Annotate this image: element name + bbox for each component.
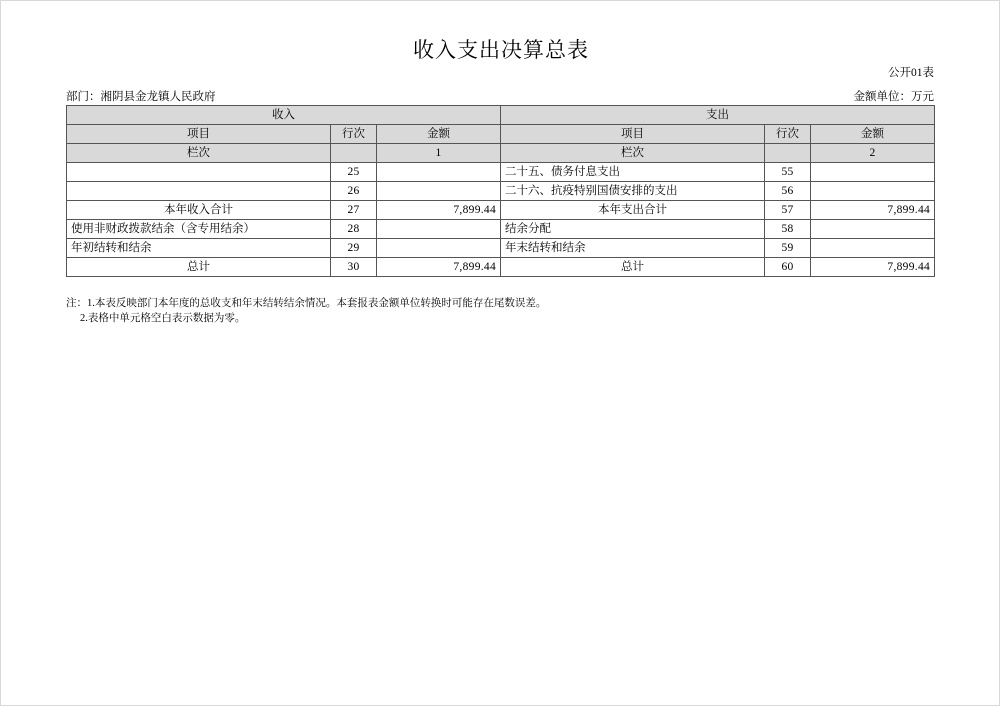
left-amount <box>377 163 501 182</box>
department-line: 部门：湘阴县金龙镇人民政府 <box>66 91 216 103</box>
right-amount <box>811 182 935 201</box>
left-amount <box>377 182 501 201</box>
left-row-no: 26 <box>331 182 377 201</box>
table-row <box>67 258 935 277</box>
right-amount: 7,899.44 <box>811 201 935 220</box>
table-row <box>67 239 935 258</box>
amount-unit-line: 金额单位：万元 <box>853 91 934 103</box>
budget-summary-table <box>66 105 935 277</box>
note-line-2: 2.表格中单元格空白表示数据为零。 <box>80 313 246 324</box>
col-index-rowno-right <box>765 144 811 163</box>
left-row-no: 30 <box>331 258 377 277</box>
right-amount <box>811 239 935 258</box>
left-item <box>67 182 331 201</box>
right-item: 年末结转和结余 <box>501 239 765 258</box>
table-row <box>67 201 935 220</box>
right-row-no: 55 <box>765 163 811 182</box>
right-row-no: 57 <box>765 201 811 220</box>
right-row-no: 58 <box>765 220 811 239</box>
left-amount: 7,899.44 <box>377 201 501 220</box>
col-header-rowno-left: 行次 <box>331 125 377 144</box>
table-column-index-row <box>67 144 935 163</box>
right-amount: 7,899.44 <box>811 258 935 277</box>
right-item: 结余分配 <box>501 220 765 239</box>
left-amount: 7,899.44 <box>377 258 501 277</box>
left-amount <box>377 220 501 239</box>
left-row-no: 28 <box>331 220 377 239</box>
right-item: 本年支出合计 <box>501 201 765 220</box>
col-index-rowno-left <box>331 144 377 163</box>
left-item: 使用非财政拨款结余（含专用结余） <box>67 220 331 239</box>
col-index-left: 1 <box>377 144 501 163</box>
table-row <box>67 163 935 182</box>
left-item: 本年收入合计 <box>67 201 331 220</box>
col-header-item-left: 项目 <box>67 125 331 144</box>
table-group-header-row <box>67 106 935 125</box>
group-header-expenditure: 支出 <box>501 106 935 125</box>
col-header-amount-right: 金额 <box>811 125 935 144</box>
left-row-no: 25 <box>331 163 377 182</box>
right-amount <box>811 163 935 182</box>
col-index-label-right: 栏次 <box>501 144 765 163</box>
right-item: 总计 <box>501 258 765 277</box>
group-header-income: 收入 <box>67 106 501 125</box>
left-item <box>67 163 331 182</box>
col-header-amount-left: 金额 <box>377 125 501 144</box>
table-notes <box>66 296 546 326</box>
col-header-rowno-right: 行次 <box>765 125 811 144</box>
right-row-no: 60 <box>765 258 811 277</box>
left-row-no: 27 <box>331 201 377 220</box>
left-amount <box>377 239 501 258</box>
table-column-header-row <box>67 125 935 144</box>
col-index-label-left: 栏次 <box>67 144 331 163</box>
left-item: 年初结转和结余 <box>67 239 331 258</box>
right-row-no: 59 <box>765 239 811 258</box>
right-amount <box>811 220 935 239</box>
left-row-no: 29 <box>331 239 377 258</box>
right-item: 二十五、债务付息支出 <box>501 163 765 182</box>
right-row-no: 56 <box>765 182 811 201</box>
table-row <box>67 220 935 239</box>
form-code: 公开01表 <box>888 67 934 79</box>
table-row <box>67 182 935 201</box>
col-header-item-right: 项目 <box>501 125 765 144</box>
col-index-right: 2 <box>811 144 935 163</box>
left-item: 总计 <box>67 258 331 277</box>
page-title: 收入支出决算总表 <box>413 38 589 62</box>
note-line-1: 注：1.本表反映部门本年度的总收支和年末结转结余情况。本套报表金额单位转换时可能存在尾数误差。 <box>66 298 547 309</box>
right-item: 二十六、抗疫特别国债安排的支出 <box>501 182 765 201</box>
